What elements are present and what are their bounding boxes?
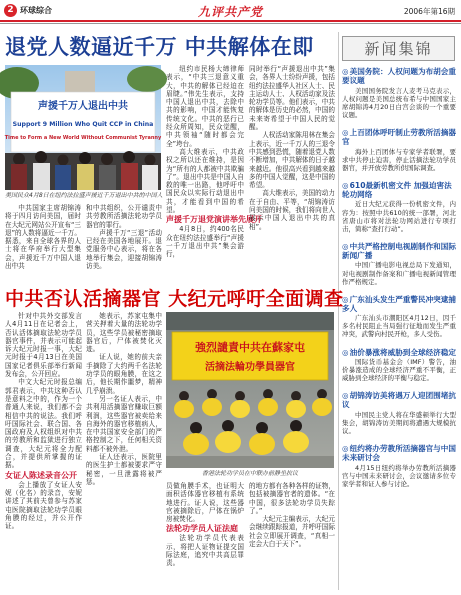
bullet-icon: ◎ <box>342 294 349 304</box>
paragraph: 法轮功学员代表表示，将把人证物证提交国际法庭，追究中共高层罪责。 <box>166 534 244 568</box>
paragraph: 员做角膜手术，也证明大面积活体器官移植有系统地进行。证人说，这些器官被摘除后，尸体在锅炉房被焚化。 <box>166 482 244 524</box>
article1-photo <box>5 65 161 190</box>
news-brief-title-text: 中共严格控制电视剧制作和国际新闻广播 <box>342 241 456 261</box>
news-brief-body: 中国广播电影电视总局下发通知，对电视剧制作备案和广播电视新闻管理作严格规定。 <box>342 261 456 286</box>
article1-column-left-1 <box>5 204 81 280</box>
banner-english-line-1: Support 9 Million Who Quit CCP in China <box>12 121 154 128</box>
article1-column-right <box>249 65 335 280</box>
article2-subheading-witness: 女证人陈述录音公开 <box>5 470 77 480</box>
news-brief-body: 美国国务院发言人麦考马克表示，人权问题是美国总统布希与中国国家主席胡锦涛4月20日白宫会谈的一个重要议题。 <box>342 86 456 119</box>
news-brief-item <box>342 348 456 383</box>
news-brief-item <box>342 444 456 488</box>
header-rule <box>0 20 461 22</box>
bullet-icon: ◎ <box>342 127 349 137</box>
news-brief-title <box>342 348 456 357</box>
news-brief-body: 中国民主党人将在华盛顿举行大型集会，胡锦涛访美期间将遭遇大规模抗议。 <box>342 410 456 435</box>
news-brief-title <box>342 67 456 86</box>
paragraph: 中文大纪元时报总编郭君表示，中共这种否认是意料之中的，作为一个普通人来说，我们都不会相信中共的说法。我们呼吁国际社会、联合国、各国政府及人权组织对中共的劳教所和监狱进行独立调查，大纪元将全力配合，并提供所掌握的证据。 <box>5 378 82 470</box>
paragraph: 证人还表示，医院里的医生护士都被要求严守秘密，一旦泄露将被严惩。 <box>86 453 162 486</box>
bullet-icon: ◎ <box>342 180 349 190</box>
paragraph: 和中共组织，公开谴责中共劳教所活摘法轮功学员器官的罪行。 <box>86 204 162 229</box>
paragraph: 高大维表示，美国的动力在于自由、平等，“胡锦涛访问美国的时候，我们将向世人展示中国人退出中共的真相”。 <box>249 189 335 231</box>
protest-photo-image <box>166 312 334 468</box>
news-brief-item <box>342 67 456 119</box>
paragraph: 她表示，苏家屯集中营关押着大量的法轮功学员，这些学员被秘密摘取器官后，尸体被焚化灭迹。 <box>86 312 162 354</box>
news-brief-body: 海外上百团体与专家学者联署，要求中共停止迫害，停止活摘法轮功学员器官，并开放劳教所供国际调查。 <box>342 147 456 172</box>
news-brief-body: 4月15日纽约将举办劳教所活摘器官与中国未来研讨会，会议邀请多位专家学者和证人参与讨论。 <box>342 463 456 488</box>
news-brief-item <box>342 295 456 339</box>
protest-banner-line-1: 強烈譴責中共在蘇家屯 <box>195 341 305 354</box>
article1-photo-caption: 美国民众4月8日在纽约法拉盛声援近千万退出中共的中国人 <box>5 192 163 199</box>
banner-chinese-text: 声援千万人退出中共 <box>38 101 128 112</box>
news-brief-body: 国际货币基金会（IMF）警告，油价暴涨造成的全球经济严重不平衡，正威胁到全球经济的平衡与稳定。 <box>342 357 456 383</box>
paragraph: 纽约市民杨大缔律师表示，“中共三退意义重大，中共的解体已经迫在眉睫。”伟先生表示，支持中国人退出中共，去除中共的影响，中国才能恢复传统文化。中共的恶行已经众所周知，民众觉醒，中共领袖“随时都会完全”垮台。 <box>166 65 244 148</box>
bullet-icon: ◎ <box>342 241 349 251</box>
banner-english-line-2: Time to Form a New World Without Communist Tyranny <box>4 135 162 141</box>
rally-photo-image <box>5 65 161 190</box>
news-brief-item <box>342 391 456 435</box>
paragraph: 人权活动家陈用林在集会上表示，近一千万人的三退令中共感到恐慌，随着退党人数不断增加，中共解体的日子越来越近。他很高兴看到越来越多的中国人觉醒，这是中国的希望。 <box>249 131 335 190</box>
paragraph: 同时举行“声援退出中共”集会，各界人士纷纷声援，包括纽约法拉盛华人社区人士、民主运动人士、人权活动家及法轮功学员等。他们表示，中共的解体是历史的必然，中国的未来寄希望于中国人民的觉醒。 <box>249 65 335 132</box>
news-brief-title-text: 胡锦涛访美将遇万人迎团围堵抗议 <box>342 391 456 410</box>
news-brief-title-text: 广东汕头发生严重警民冲突逮捕多人 <box>342 294 456 313</box>
news-brief-title-text: 美国务院：人权问题为布胡会重要议题 <box>342 67 456 86</box>
news-brief-body: 广东汕头市潮阳区4月12日，因千多名村民阻止当局强行征地而发生严重冲突，武警向村民开枪，多人受伤。 <box>342 314 456 339</box>
article1-headline: 退党人数逼近千万 中共解体在即 <box>5 35 314 59</box>
news-brief-list <box>342 67 456 589</box>
sidebar-divider <box>338 32 339 590</box>
news-brief-title-text: 610最新机密文件 加强迫害法轮功网络 <box>342 180 452 200</box>
news-brief-title <box>342 391 456 410</box>
paragraph: 高大维表示，中共政权之所以还在维持，是因为“所有的人都被中共欺骗了”。退出中共是中国人自救的唯一出路，他呼吁中国民众以实际行动退出中共，才能看到中国的希望。 <box>166 147 244 215</box>
article2-photo <box>166 312 334 468</box>
article2-column-4 <box>249 482 335 590</box>
paragraph: 证人说，她的前夫亲手摘除了大约两千名法轮功学员的眼角膜，在这之后，他长期作噩梦，精神几乎崩溃。 <box>86 353 162 395</box>
article2-column-3 <box>166 482 244 590</box>
bullet-icon: ◎ <box>342 391 349 401</box>
protest-banner-line-2: 活摘法輪功學員器官 <box>205 362 295 373</box>
paragraph: 的地方都有各种各样的证物，包括被摘器官者的遗体。“在中国，很多法轮功学员失踪了。” <box>249 482 335 515</box>
series-title: 九评共产党 <box>197 5 263 19</box>
paragraph: 针对中共外交部发言人4月11日在记者会上，否认活体摘取法轮功学员器官事件，并表示可能起诉大纪元时报一事，大纪元时报于4月13日在美国国家记者俱乐部举行新闻发布会，公开回应。 <box>5 312 82 379</box>
article1-column-left-2 <box>86 204 162 280</box>
news-brief-item <box>342 128 456 172</box>
news-brief-title-text: 油价暴涨将威胁到全球经济稳定 <box>349 347 456 357</box>
news-brief-title-text: 纽约将办劳教所活摘器官与中国未来研讨会 <box>342 444 456 463</box>
article1-column-middle <box>166 65 262 280</box>
news-brief-title <box>342 444 456 463</box>
paragraph: 大纪元主编表示，大纪元会继续跟踪报道，并呼吁国际社会立即展开调查，“真相一定会大白于天下”。 <box>249 515 335 549</box>
article2-subheading-testimony: 法轮功学员人证法庭 <box>166 524 238 534</box>
page-number-badge: 2 <box>4 4 17 17</box>
paragraph: 中共国家主席胡锦涛将于四月访问美国，届时在大纪元网站公开宣布“三退”的人数将逼近一千万。据悉，来自全球各界的人士将在华府举行大型集会，声援近千万中国人退出中共 <box>5 204 81 271</box>
article2-headline: 中共否认活摘器官 大纪元呼吁全面调查 <box>5 288 344 310</box>
paragraph: 另一名证人表示，中共利用活摘器官赚取巨额利润，这些器官被卖给来自海外的器官移植病人，在中共国家安全部门的严格控制之下，任何相关资料都不被外泄。 <box>86 394 162 453</box>
news-brief-title <box>342 242 456 261</box>
news-brief-item <box>342 181 456 233</box>
news-brief-title <box>342 181 456 200</box>
paragraph: 声援千万“三退”活动已经在美国各地展开。退党服务中心表示，将在各地举行集会，迎接胡锦涛访美。 <box>86 228 162 271</box>
news-brief-body: 近日大纪元获得一份机密文件，内容为：按照中共610的统一部署，河北省唐山市将对法轮功网站进行专项打击，简称“查打行动”。 <box>342 200 456 233</box>
paragraph: 会上播放了女证人安妮（化名）的录音，安妮讲述了其前夫曾参与苏家屯医院摘取法轮功学员眼角膜的经过，并公开作证。 <box>5 480 82 531</box>
article1-subheading: 声援千万退党演讲举先展开 <box>166 215 262 225</box>
news-brief-title <box>342 295 456 314</box>
news-brief-title <box>342 128 456 147</box>
article2-column-1 <box>5 312 82 590</box>
issue-label: 2006年第16期 <box>403 7 455 16</box>
bullet-icon: ◎ <box>342 67 349 76</box>
bullet-icon: ◎ <box>342 444 349 454</box>
header-rule-thin <box>0 23 461 24</box>
article2-column-2 <box>86 312 162 590</box>
news-brief-title-text: 上百团体呼吁制止劳教所活摘器官 <box>342 127 456 147</box>
paragraph: 4月8日，约400名民众在纽约法拉盛举行“声援一千万退出中共”集会游行， <box>166 225 244 259</box>
bullet-icon: ◎ <box>342 347 349 357</box>
article2-photo-caption: 香港法轮功学员在中联办前静坐抗议 <box>201 470 298 477</box>
section-label: 环球综合 <box>20 6 52 15</box>
sidebar-title: 新闻集锦 <box>342 36 455 61</box>
news-brief-item <box>342 242 456 286</box>
